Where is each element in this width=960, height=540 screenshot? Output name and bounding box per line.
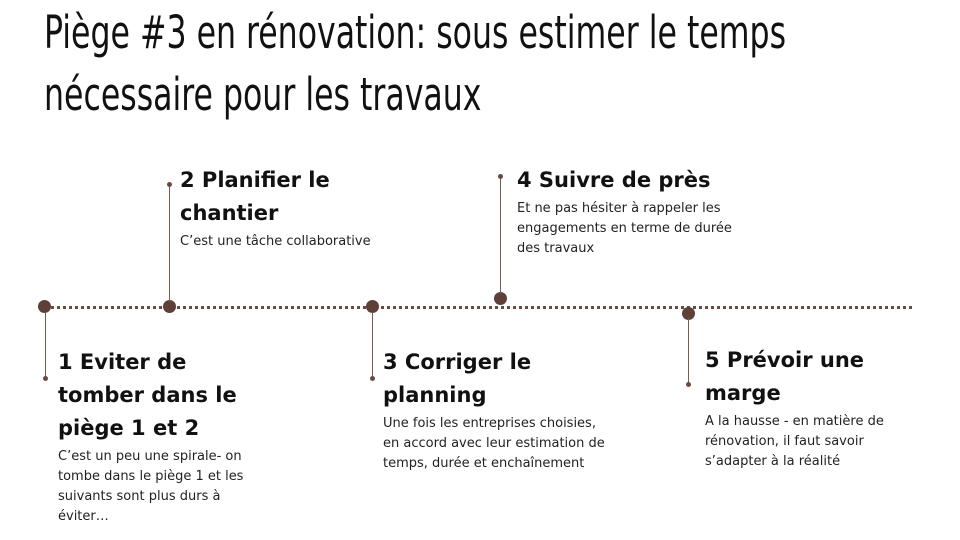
slide-title-line-2: nécessaire pour les travaux — [44, 68, 482, 121]
step-3 — [383, 346, 608, 474]
connector-tip-1 — [43, 376, 48, 381]
step-4-title: 4 Suivre de près — [517, 168, 711, 192]
step-2-title: 2 Planifier le chantier — [180, 168, 330, 225]
connector-5 — [688, 318, 689, 384]
slide-title-line-1: Piège #3 en rénovation: sous estimer le temps — [44, 6, 787, 59]
step-5 — [705, 344, 920, 472]
step-1-title: 1 Eviter de tomber dans le piège 1 et 2 — [58, 350, 237, 440]
step-2-description: C’est une tâche collaborative — [180, 234, 371, 249]
step-4-description: Et ne pas hésiter à rappeler les engagements en terme de durée des travaux — [517, 201, 732, 256]
step-4 — [517, 164, 747, 259]
connector-tip-3 — [370, 376, 375, 381]
connector-tip-4 — [498, 174, 503, 179]
step-2 — [180, 164, 395, 252]
connector-4 — [500, 178, 501, 294]
connector-tip-2 — [167, 182, 172, 187]
slide-title — [44, 2, 787, 126]
connector-2 — [169, 186, 170, 302]
step-3-title: 3 Corriger le planning — [383, 350, 532, 407]
step-1-description: C’est un peu une spirale- on tombe dans le piège 1 et les suivants sont plus durs à éviter… — [58, 449, 244, 524]
connector-tip-5 — [686, 382, 691, 387]
step-3-description: Une fois les entreprises choisies, en accord avec leur estimation de temps, durée et enchaînement — [383, 416, 605, 471]
step-5-description: A la hausse - en matière de rénovation, il faut savoir s’adapter à la réalité — [705, 414, 884, 469]
connector-1 — [45, 312, 46, 378]
connector-3 — [372, 312, 373, 378]
step-5-title: 5 Prévoir une marge — [705, 348, 865, 405]
step-1 — [58, 346, 268, 527]
